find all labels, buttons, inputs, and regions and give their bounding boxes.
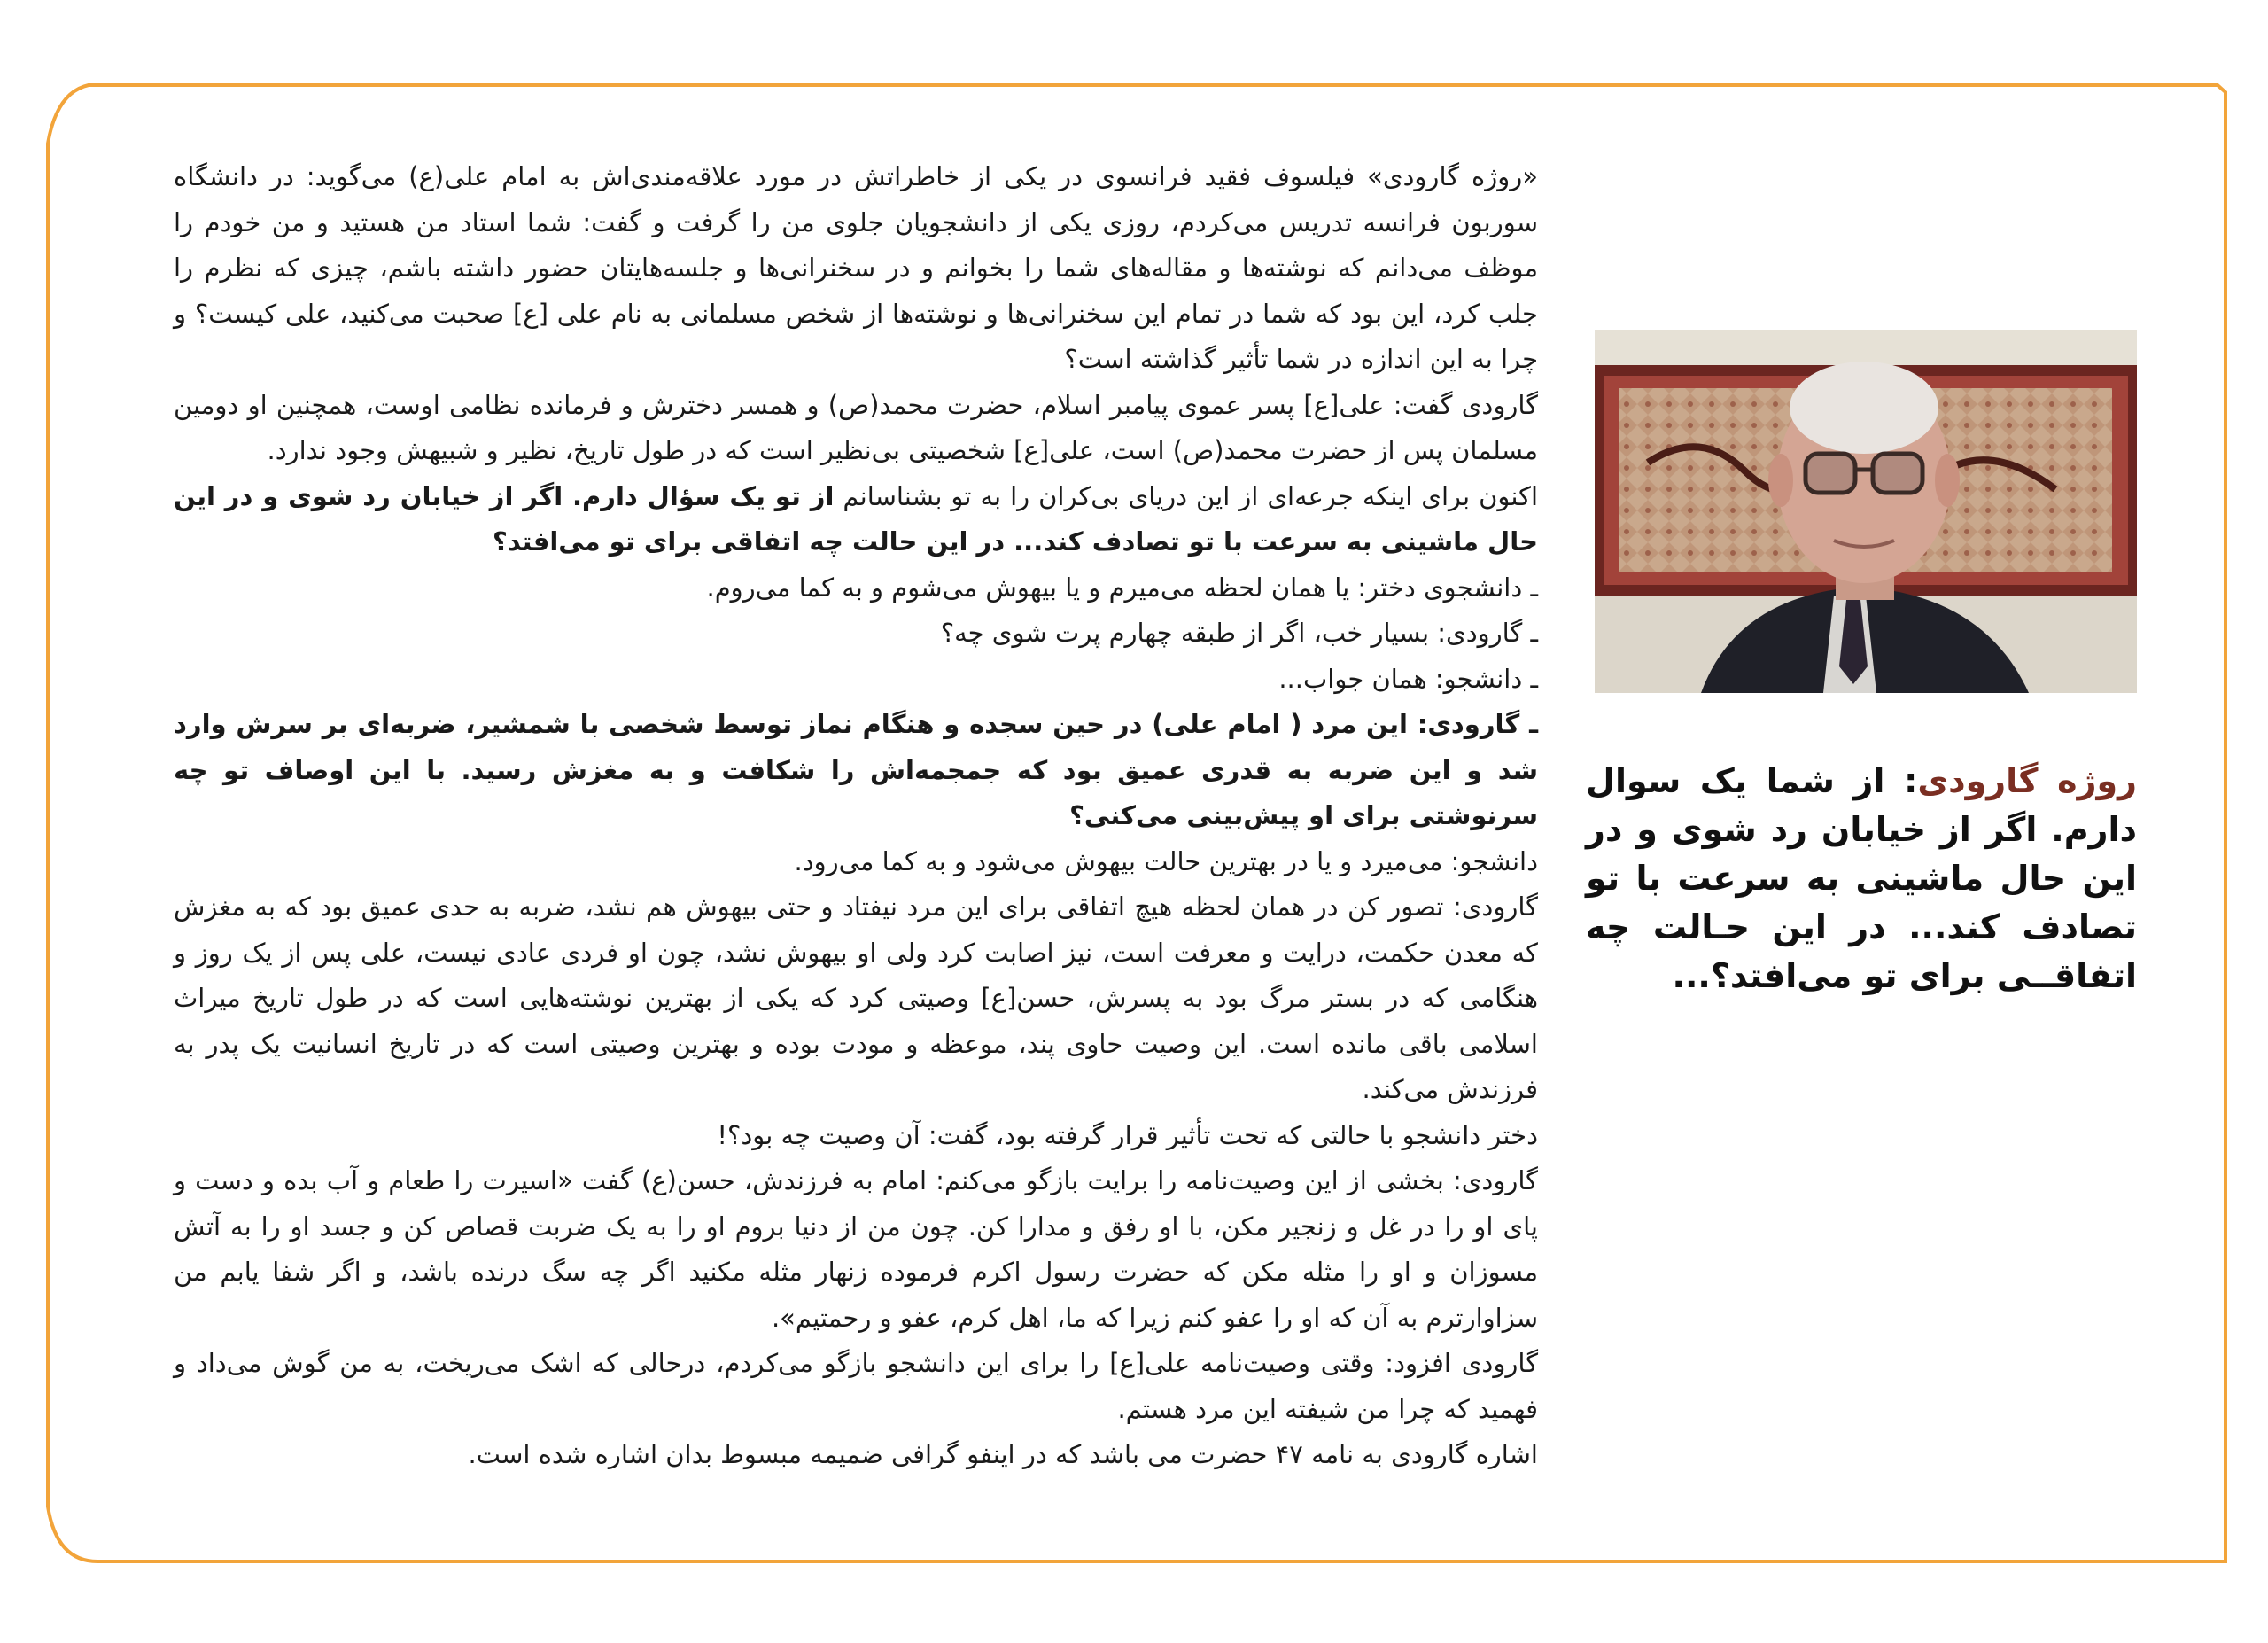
article-paragraph — [174, 702, 1538, 839]
paragraph-text: گارودی: تصور کن در همان لحظه هیچ اتفاقی برای این مرد نیفتاد و حتی بیهوش هم نشد، ضربه به حدی عمیق بود که به مغزش که معدن حکمت، درایت و معرفت است، نیز اصابت کرد ولی او بیهوش نشد، چون او فردی عادی نیست، علی پس از یک روز و هنگامی که در بستر مرگ بود به پسرش، حسن[ع] وصیتی کرد که یکی از بهترین نوشته‌هایی است که در طول تاریخ میراث اسلامی باقی مانده است. این وصیت حاوی پند، موعظه و مودت بوده و بهترین وصیتی است که در تاریخ انسانیت یک پدر به فرزندش می‌کند. — [174, 892, 1538, 1104]
article-paragraph — [174, 1158, 1538, 1341]
article-paragraph — [174, 657, 1538, 703]
paragraph-text: ـ دانشجو: همان جواب... — [1278, 663, 1538, 694]
paragraph-text: دانشجو: می‌میرد و یا در بهترین حالت بیهوش می‌شود و به کما می‌رود. — [794, 845, 1538, 876]
article-paragraph — [174, 474, 1538, 565]
quote-author-name: روژه گارودی — [1917, 761, 2137, 800]
article-paragraph — [174, 1432, 1538, 1478]
paragraph-text: گارودی گفت: علی[ع] پسر عموی پیامبر اسلام، حضرت محمد(ص) و همسر دخترش و فرمانده نظامی اوست، همچنین او دومین مسلمان پس از حضرت محمد(ص) است، علی[ع] شخصیتی بی‌نظیر است که در طول تاریخ، نظیر و شبیهش وجود ندارد. — [174, 389, 1538, 465]
quote-text: : از شما یک سوال دارم. اگر از خیابان رد شوی و در این حال ماشینی به سرعت با تو تصادف کند... در این حـالت چه اتفاقــی برای تو می‌افتد؟... — [1586, 761, 2137, 995]
article-paragraph — [174, 1341, 1538, 1432]
paragraph-text: اکنون برای اینکه جرعه‌ای از این دریای بی‌کران را به تو بشناسانم — [834, 480, 1538, 511]
paragraph-text: «روژه گارودی» فیلسوف فقید فرانسوی در یکی از خاطراتش در مورد علاقه‌مندی‌اش به امام علی(ع) می‌گوید: در دانشگاه سوربون فرانسه تدریس می‌کردم، روزی یکی از دانشجویان جلوی من را گرفت و گفت: شما استاد من هستید و من خودم را موظف می‌دانم که نوشته‌ها و مقاله‌های شما را بخوانم و در سخنرانی‌ها و جلسه‌هایتان حضور داشته باشم، چیزی که نظرم را جلب کرد، این بود که شما در تمام این سخنرانی‌ها و نوشته‌ها از شخص مسلمانی به نام علی [ع] صحبت می‌کنید، علی کیست؟ و چرا به این اندازه در شما تأثیر گذاشته است؟ — [174, 161, 1538, 374]
article-body — [174, 154, 1538, 1478]
bold-text: ـ گارودی: این مرد ( امام علی) در حین سجده و هنگام نماز توسط شخصی با شمشیر، ضربه‌ای بر سرش وارد شد و این ضربه به قدری عمیق بود که جمجمه‌اش را شکافت و به مغزش رسید. با این اوصاف تو چه سرنوشتی برای او پیش‌بینی می‌کنی؟ — [174, 709, 1538, 830]
portrait-photo — [1595, 330, 2137, 693]
paragraph-text: گارودی افزود: وقتی وصیت‌نامه علی[ع] را برای این دانشجو بازگو می‌کردم، درحالی که اشک می‌ریخت، به من گوش می‌داد و فهمید که چرا من شیفته این مرد هستم. — [174, 1348, 1538, 1424]
article-paragraph — [174, 565, 1538, 611]
article-paragraph — [174, 839, 1538, 885]
article-paragraph — [174, 383, 1538, 474]
article-paragraph — [174, 154, 1538, 383]
article-paragraph — [174, 1113, 1538, 1159]
paragraph-text: دختر دانشجو با حالتی که تحت تأثیر قرار گرفته بود، گفت: آن وصیت چه بود؟! — [717, 1119, 1538, 1150]
bold-text: از تو یک سؤال دارم. اگر از خیابان رد شوی و در این حال ماشینی به سرعت با تو تصادف کند... در این حالت چه اتفاقی برای تو می‌افتد؟ — [174, 480, 1538, 557]
article-paragraph — [174, 611, 1538, 657]
paragraph-text: اشاره گارودی به نامه ۴۷ حضرت می باشد که در اینفو گرافی ضمیمه مبسوط بدان اشاره شده است. — [468, 1439, 1538, 1469]
paragraph-text: گارودی: بخشی از این وصیت‌نامه را برایت بازگو می‌کنم: امام به فرزندش، حسن(ع) گفت «اسیرت را طعام و آب بده و دست و پای او را در غل و زنجیر مکن، با او رفق و مدارا کن. چون من از دنیا بروم او را به یک ضربت قصاص کن و جسد او را به آتش مسوزان و او را مثله مکن که حضرت رسول اکرم فرموده زنهار مثله مکنید اگر چه سگ درنده باشد، و اگر شفا یابم من سزاوارترم به آن که او را عفو کنم زیرا که ما، اهل کرم، عفو و رحمتیم». — [174, 1165, 1538, 1333]
paragraph-text: ـ گارودی: بسیار خب، اگر از طبقه چهارم پرت شوی چه؟ — [940, 618, 1538, 648]
sidebar-quote — [1586, 757, 2137, 1001]
paragraph-text: ـ دانشجوی دختر: یا همان لحظه می‌میرم و یا بیهوش می‌شوم و به کما می‌روم. — [706, 572, 1538, 603]
article-paragraph — [174, 884, 1538, 1113]
